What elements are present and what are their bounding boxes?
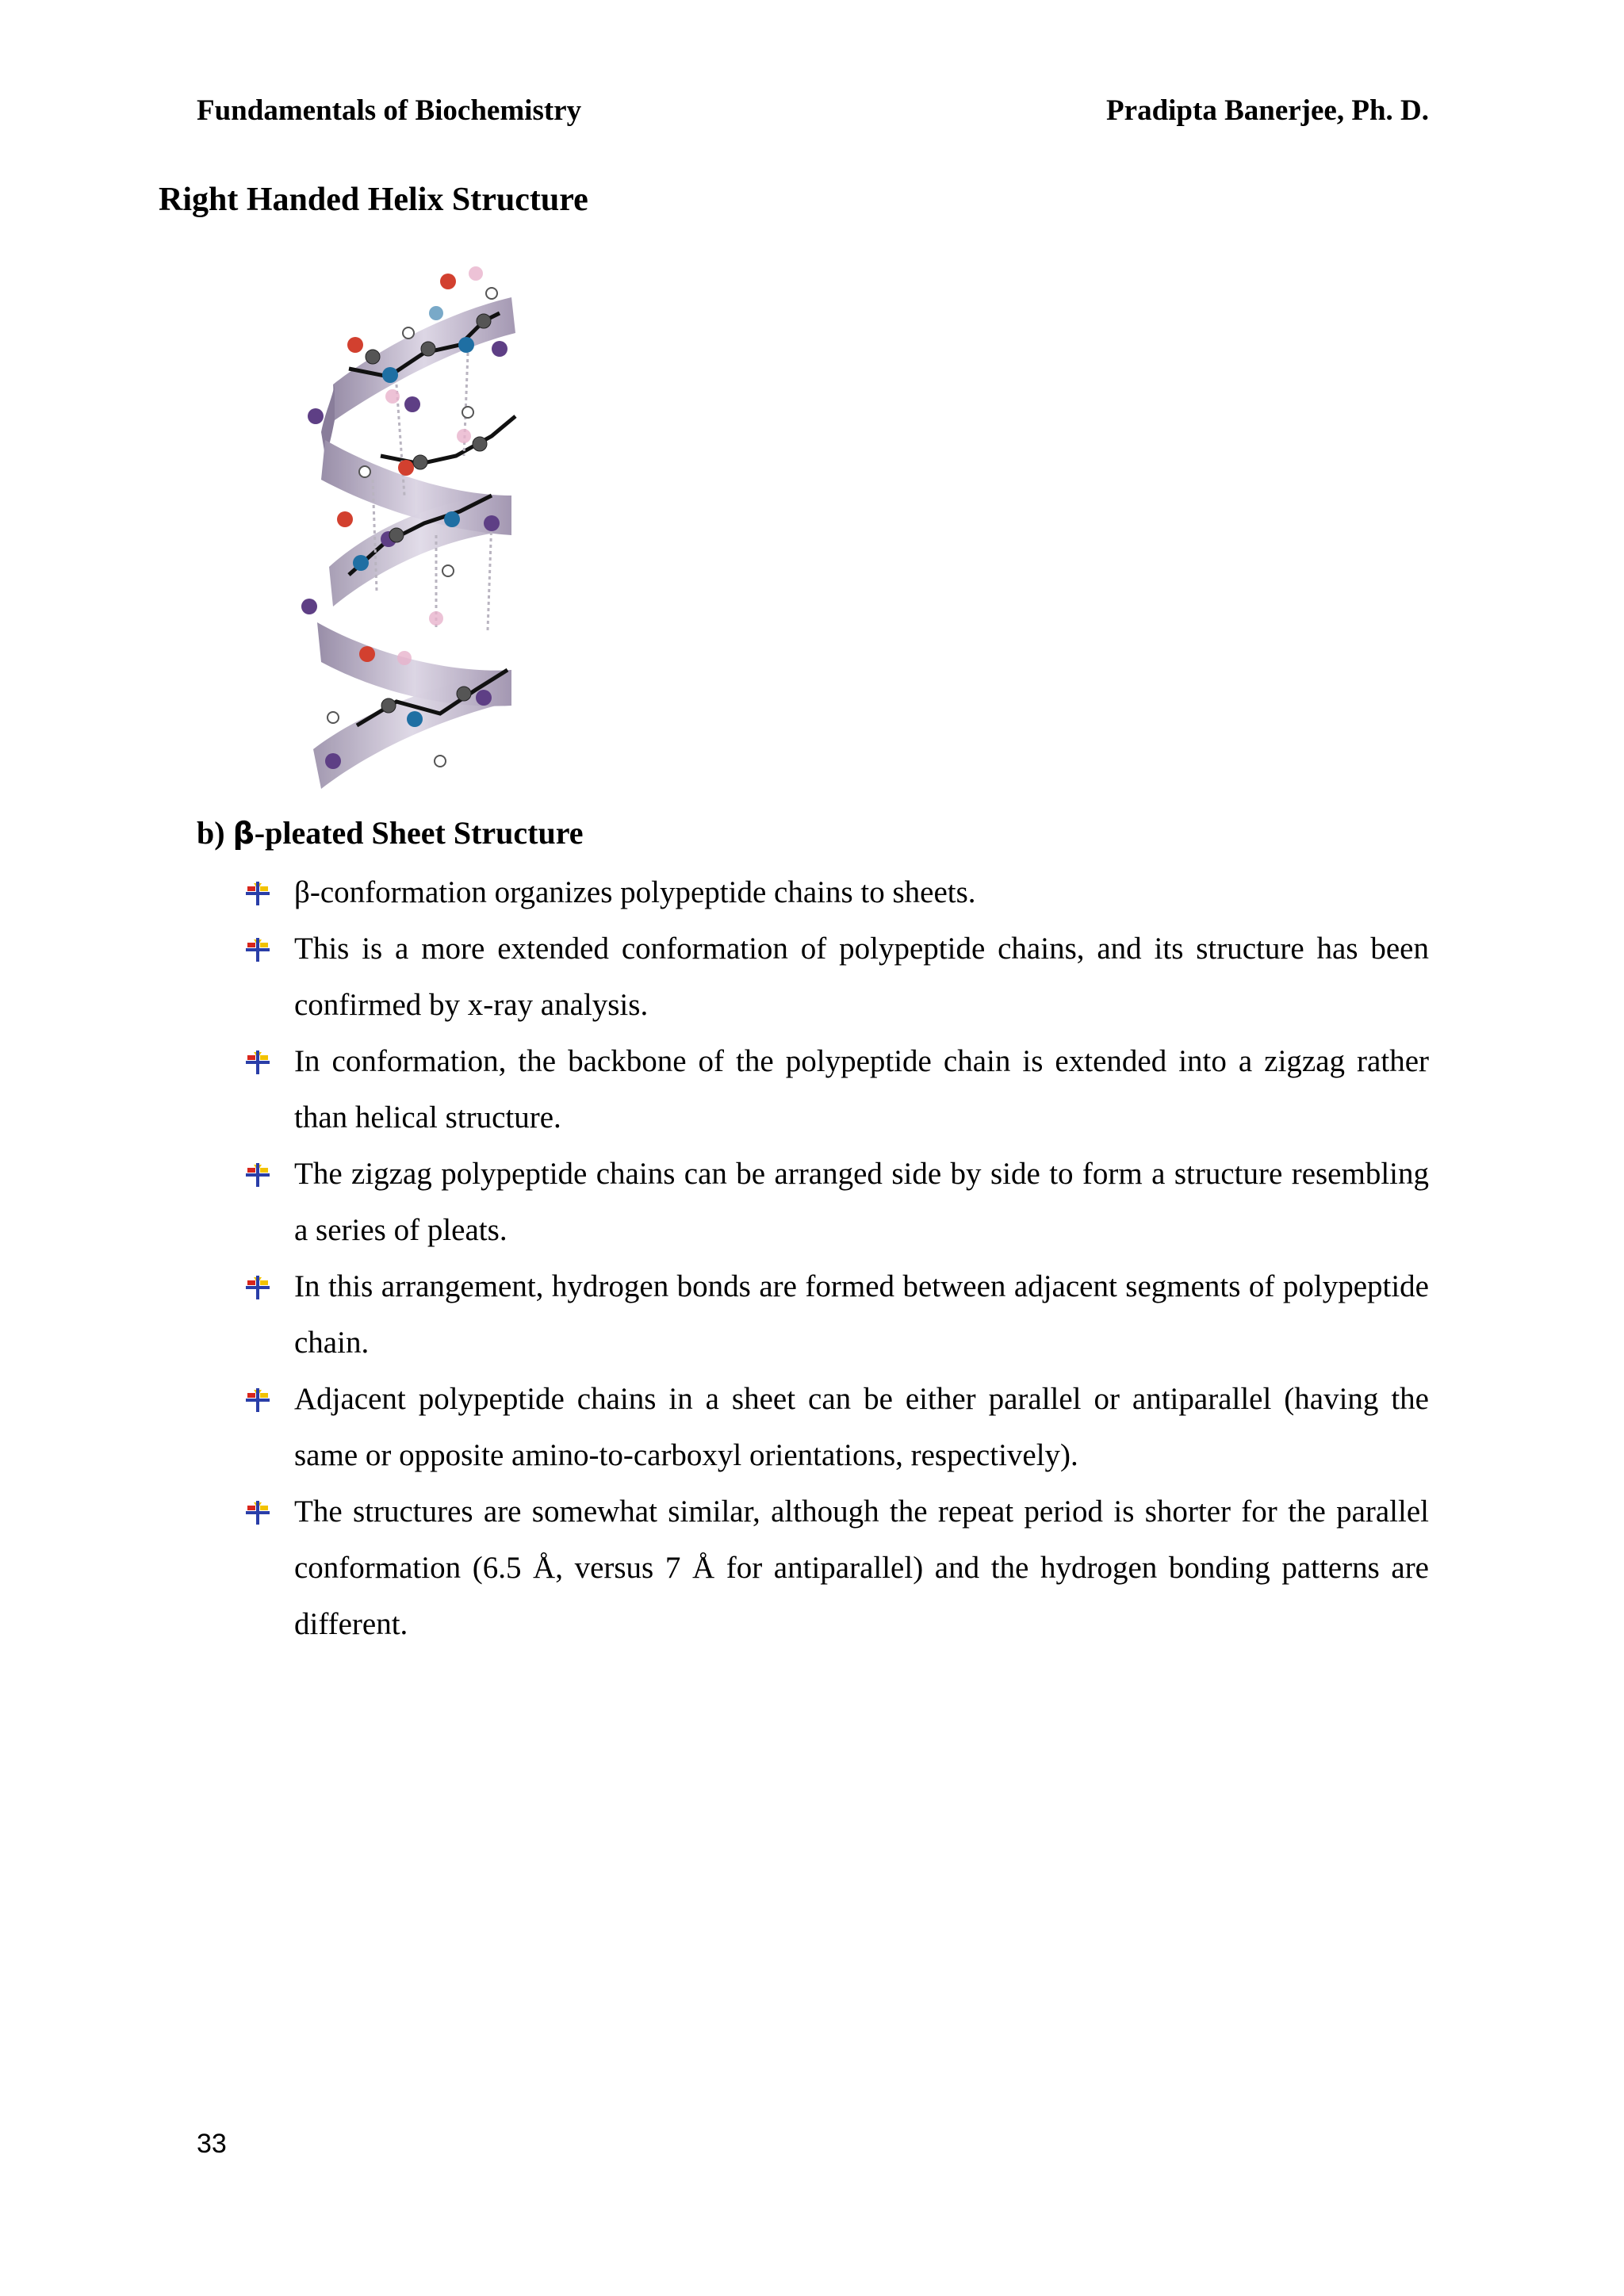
arrow-bullet-icon (244, 1049, 271, 1076)
list-item (242, 864, 1429, 920)
page-number: 33 (197, 2129, 227, 2159)
beta-symbol: β (232, 816, 255, 851)
list-item (242, 1258, 1429, 1371)
subsection-rest: -pleated Sheet Structure (254, 815, 584, 851)
arrow-bullet-icon (244, 1161, 271, 1188)
bullet-text: In this arrangement, hydrogen bonds are formed between adjacent segments of polypeptide chain. (294, 1269, 1429, 1360)
subsection-title (197, 814, 584, 851)
bullet-text: The structures are somewhat similar, although the repeat period is shorter for the parallel conformation (6.5 Å, versus 7 Å for antiparallel) and the hydrogen bonding patterns are different. (294, 1494, 1429, 1641)
bullet-text: β-conformation organizes polypeptide chains to sheets. (294, 875, 976, 909)
list-item (242, 1371, 1429, 1483)
bullet-text: The zigzag polypeptide chains can be arranged side by side to form a structure resembling a series of pleats. (294, 1157, 1429, 1247)
arrow-bullet-icon (244, 1387, 271, 1414)
list-item (242, 920, 1429, 1033)
arrow-bullet-icon (244, 880, 271, 907)
list-item (242, 1146, 1429, 1258)
arrow-bullet-icon (244, 1274, 271, 1301)
bullet-text: In conformation, the backbone of the polypeptide chain is extended into a zigzag rather than helical structure. (294, 1044, 1429, 1135)
header-book-title: Fundamentals of Biochemistry (197, 94, 582, 127)
list-item (242, 1483, 1429, 1652)
alpha-helix-figure (285, 258, 539, 797)
subsection-prefix: b) (197, 815, 233, 851)
arrow-bullet-icon (244, 1499, 271, 1526)
bullet-list (242, 864, 1429, 1652)
arrow-bullet-icon (244, 936, 271, 963)
list-item (242, 1033, 1429, 1146)
section-title: Right Handed Helix Structure (159, 182, 588, 218)
header-author: Pradipta Banerjee, Ph. D. (1106, 94, 1429, 127)
bullet-text: This is a more extended conformation of polypeptide chains, and its structure has been confirmed by x-ray analysis. (294, 932, 1429, 1022)
bullet-text: Adjacent polypeptide chains in a sheet can be either parallel or antiparallel (having the same or opposite amino-to-carboxyl orientations, respectively). (294, 1382, 1429, 1472)
